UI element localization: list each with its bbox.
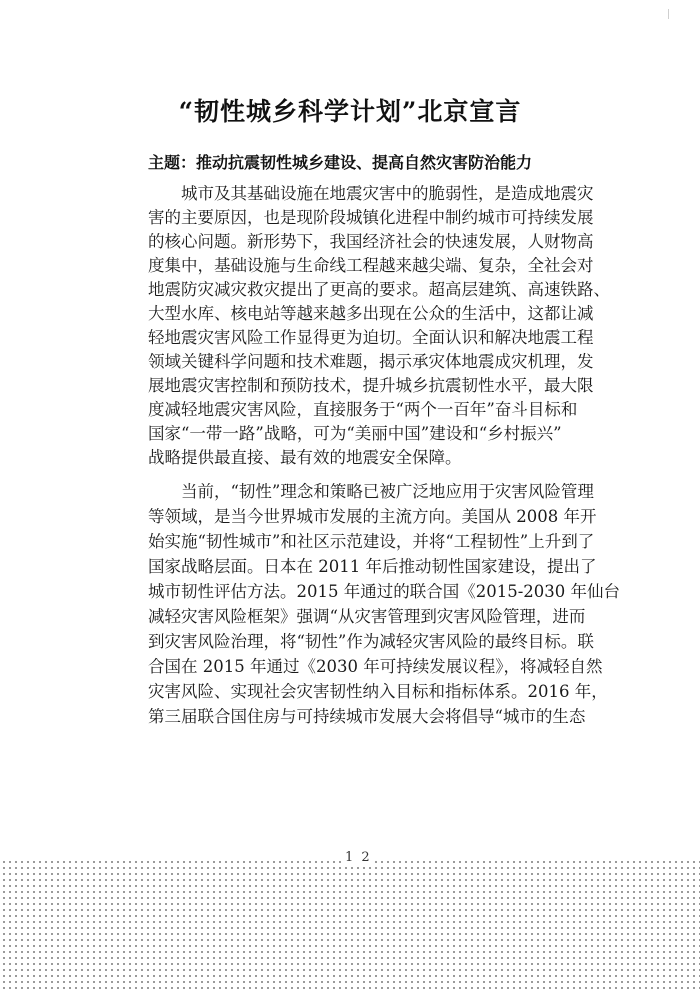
body-line: 地震防灾减灾救灾提出了更高的要求。超高层建筑、高速铁路、 xyxy=(148,280,610,299)
body-line: 度减轻地震灾害风险，直接服务于“两个一百年”奋斗目标和 xyxy=(148,400,578,419)
halftone-dot-area xyxy=(0,858,700,991)
body-line: 始实施“韧性城市”和社区示范建设，并将“工程韧性”上升到了 xyxy=(148,532,595,551)
body-line: 度集中，基础设施与生命线工程越来越尖端、复杂，全社会对 xyxy=(148,256,594,275)
body-line: 国家战略层面。日本在 2011 年后推动韧性国家建设，提出了 xyxy=(148,557,597,576)
body-line: 展地震灾害控制和预防技术，提升城乡抗震韧性水平，最大限 xyxy=(148,376,594,395)
body-line: 到灾害风险治理，将“韧性”作为减轻灾害风险的最终目标。联 xyxy=(148,632,594,651)
body-line: 大型水库、核电站等越来越多出现在公众的生活中，这都让减 xyxy=(148,304,594,323)
body-line: 合国在 2015 年通过《2030 年可持续发展议程》，将减轻自然 xyxy=(148,657,603,676)
body-line: 城市韧性评估方法。2015 年通过的联合国《2015-2030 年仙台 xyxy=(148,582,621,601)
body-line: 轻地震灾害风险工作显得更为迫切。全面认识和解决地震工程 xyxy=(148,328,594,347)
body-line: 当前，“韧性”理念和策略已被广泛地应用于灾害风险管理 xyxy=(148,482,594,501)
body-line: 减轻灾害风险框架》强调“从灾害管理到灾害风险管理，进而 xyxy=(148,607,586,626)
body-line: 等领域，是当今世界城市发展的主流方向。美国从 2008 年开 xyxy=(148,507,597,526)
body-line: 灾害风险、实现社会灾害韧性纳入目标和指标体系。2016 年， xyxy=(148,682,608,701)
page-number: 1 2 xyxy=(345,850,372,865)
body-line: 的核心问题。新形势下，我国经济社会的快速发展，人财物高 xyxy=(148,232,594,251)
body-line: 第三届联合国住房与可持续城市发展大会将倡导“城市的生态 xyxy=(148,707,586,726)
document-title: “韧性城乡科学计划”北京宣言 xyxy=(178,97,522,126)
body-line: 害的主要原因，也是现阶段城镇化进程中制约城市可持续发展 xyxy=(148,208,594,227)
document-subtitle: 主题：推动抗震韧性城乡建设、提高自然灾害防治能力 xyxy=(148,153,533,172)
body-line: 战略提供最直接、最有效的地震安全保障。 xyxy=(148,448,462,467)
body-line: 国家“一带一路”战略，可为“美丽中国”建设和“乡村振兴” xyxy=(148,424,562,443)
body-line: 领域关键科学问题和技术难题，揭示承灾体地震成灾机理，发 xyxy=(148,352,594,371)
body-line: 城市及其基础设施在地震灾害中的脆弱性，是造成地震灾 xyxy=(148,184,594,203)
